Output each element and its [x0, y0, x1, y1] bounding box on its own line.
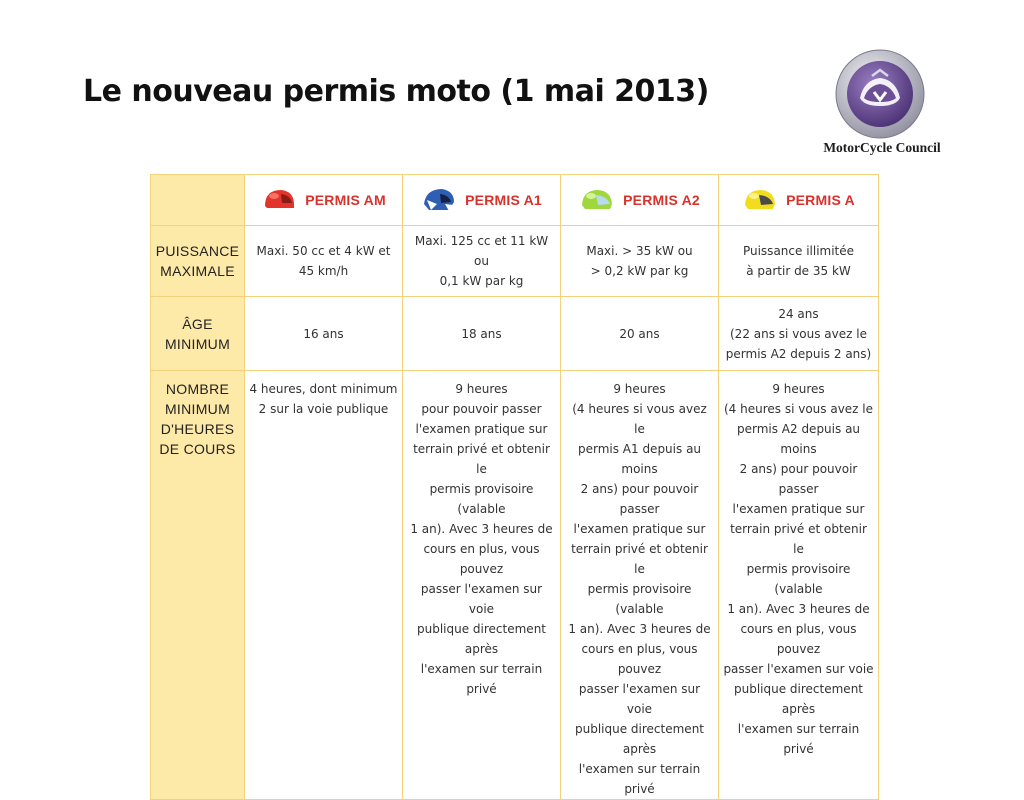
- permis-comparison-table: [150, 174, 879, 800]
- cell-puissance-a1: Maxi. 125 cc et 11 kW ou 0,1 kW par kg: [403, 226, 561, 297]
- cell-age-am: 16 ans: [245, 297, 403, 371]
- motorcycle-council-emblem-icon: [834, 48, 926, 140]
- cell-age-a1: 18 ans: [403, 297, 561, 371]
- permis-label: PERMIS A1: [465, 192, 542, 208]
- cell-puissance-a2: Maxi. > 35 kW ou > 0,2 kW par kg: [561, 226, 719, 297]
- cell-puissance-a: Puissance illimitée à partir de 35 kW: [719, 226, 879, 297]
- column-header-permis-a2: [561, 175, 719, 226]
- cell-heures-a: 9 heures (4 heures si vous avez le permis A2 depuis au moins 2 ans) pour pouvoir passer l'examen pratique sur terrain privé et obtenir le permis provisoire (valable 1 an). Avec 3 heures de cours en plus, vous pouvez passer l'examen sur voie publique directement après l'examen sur terrain privé: [719, 371, 879, 800]
- table-corner-cell: [151, 175, 245, 226]
- table-row-puissance: [151, 226, 879, 297]
- row-header-age: ÂGE MINIMUM: [151, 297, 245, 371]
- permis-label: PERMIS A2: [623, 192, 700, 208]
- column-header-permis-a: [719, 175, 879, 226]
- cell-heures-a2: 9 heures (4 heures si vous avez le permis A1 depuis au moins 2 ans) pour pouvoir passer l'examen pratique sur terrain privé et obtenir le permis provisoire (valable 1 an). Avec 3 heures de cours en plus, vous pouvez passer l'examen sur voie publique directement après l'examen sur terrain privé: [561, 371, 719, 800]
- cell-heures-am: 4 heures, dont minimum 2 sur la voie publique: [245, 371, 403, 800]
- cell-age-a: 24 ans (22 ans si vous avez le permis A2 depuis 2 ans): [719, 297, 879, 371]
- logo-text: MotorCycle Council: [823, 140, 941, 155]
- blue-helmet-icon: [421, 186, 457, 214]
- column-header-permis-am: [245, 175, 403, 226]
- cell-age-a2: 20 ans: [561, 297, 719, 371]
- cell-puissance-am: Maxi. 50 cc et 4 kW et 45 km/h: [245, 226, 403, 297]
- permis-label: PERMIS A: [786, 192, 855, 208]
- green-helmet-icon: [579, 186, 615, 214]
- row-header-puissance: PUISSANCE MAXIMALE: [151, 226, 245, 297]
- table-row-age: [151, 297, 879, 371]
- page-title: Le nouveau permis moto (1 mai 2013): [83, 74, 709, 109]
- column-header-permis-a1: [403, 175, 561, 226]
- motorcycle-council-logo: [812, 48, 952, 160]
- table-row-heures: [151, 371, 879, 800]
- yellow-helmet-icon: [742, 186, 778, 214]
- permis-label: PERMIS AM: [305, 192, 386, 208]
- red-helmet-icon: [261, 186, 297, 214]
- cell-heures-a1: 9 heures pour pouvoir passer l'examen pratique sur terrain privé et obtenir le permis provisoire (valable 1 an). Avec 3 heures de cours en plus, vous pouvez passer l'examen sur voie publique directement après l'examen sur terrain privé: [403, 371, 561, 800]
- row-header-heures: NOMBRE MINIMUM D'HEURES DE COURS: [151, 371, 245, 800]
